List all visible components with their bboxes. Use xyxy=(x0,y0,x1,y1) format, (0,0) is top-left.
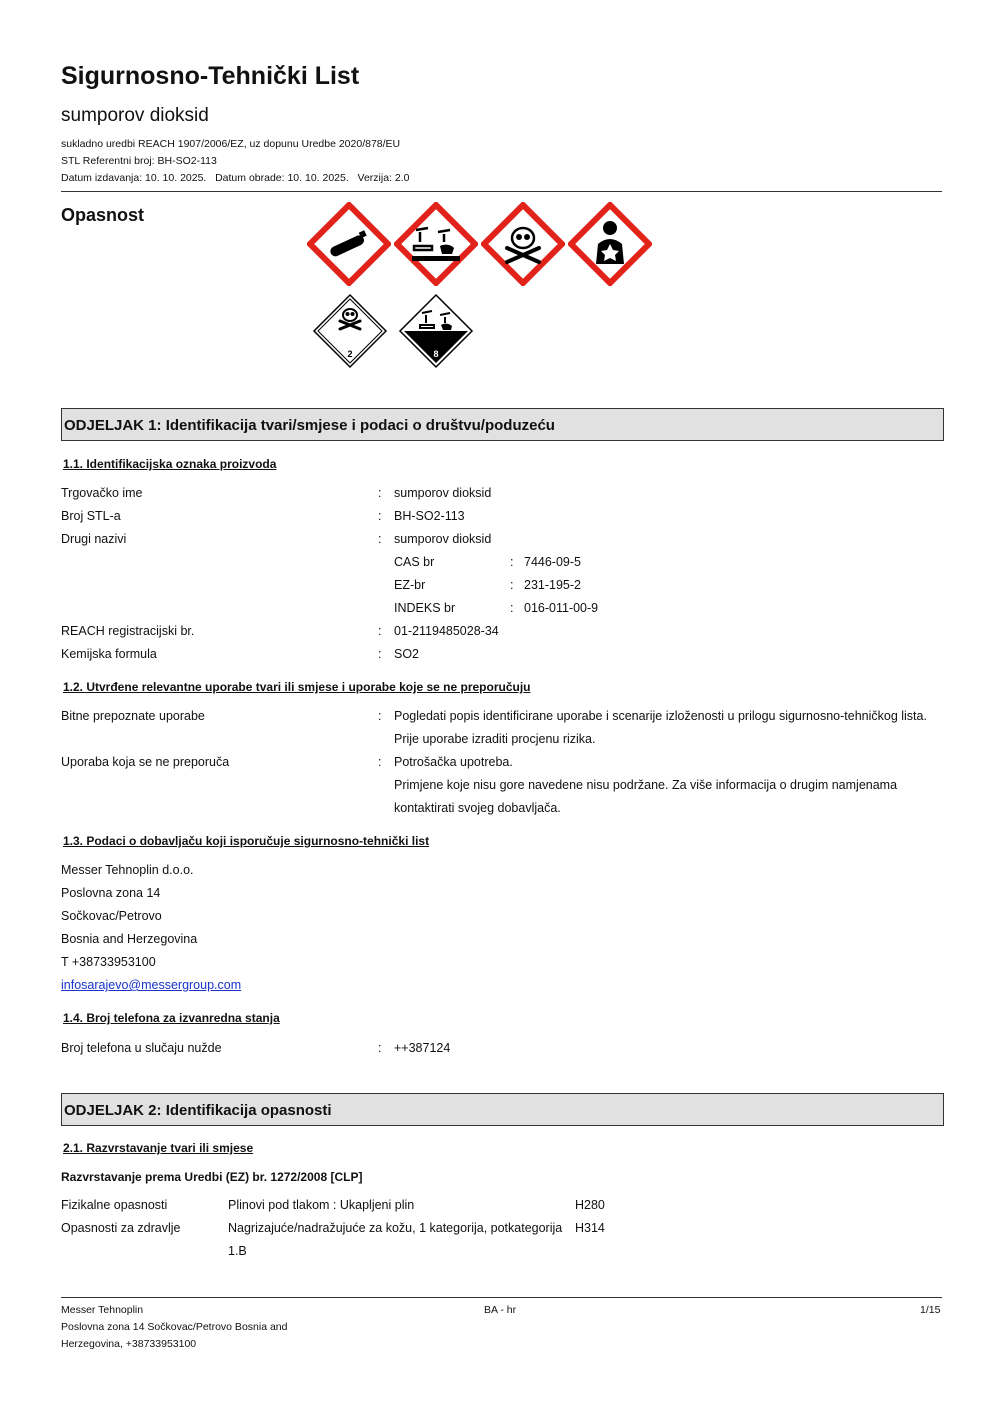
section-2-header: ODJELJAK 2: Identifikacija opasnosti xyxy=(61,1093,944,1126)
reference-number: STL Referentni broj: BH-SO2-113 xyxy=(61,155,217,167)
transport-class-2: 2 xyxy=(347,349,353,359)
identified-uses-label: Bitne prepoznate uporabe xyxy=(61,709,205,723)
ec-label: EZ-br xyxy=(394,578,426,592)
supplier-street: Poslovna zona 14 xyxy=(61,886,161,900)
formula-value: SO2 xyxy=(394,647,420,661)
colon: : xyxy=(378,532,382,546)
index-value: 016-011-00-9 xyxy=(524,601,599,615)
footer-company: Messer Tehnoplin xyxy=(61,1304,144,1316)
colon: : xyxy=(378,1041,382,1055)
colon: : xyxy=(378,755,382,769)
other-names-value: sumporov dioksid xyxy=(394,532,492,546)
transport-corrosive-icon xyxy=(398,293,474,369)
subsection-1-3-heading: 1.3. Podaci o dobavljaču koji isporučuje sigurnosno-tehnički list xyxy=(63,834,430,848)
corrosion-icon xyxy=(394,202,478,286)
colon: : xyxy=(510,555,514,569)
colon: : xyxy=(510,578,514,592)
supplier-company: Messer Tehnoplin d.o.o. xyxy=(61,863,194,877)
physical-hazards-label: Fizikalne opasnosti xyxy=(61,1198,168,1212)
colon: : xyxy=(378,509,382,523)
section-1-header: ODJELJAK 1: Identifikacija tvari/smjese i podaci o društvu/poduzeću xyxy=(61,408,944,441)
gas-cylinder-icon xyxy=(307,202,391,286)
emergency-phone-value: ++387124 xyxy=(394,1041,451,1055)
transport-class-8: 8 xyxy=(433,349,439,359)
document-dates: Datum izdavanja: 10. 10. 2025. Datum obrade: 10. 10. 2025. Verzija: 2.0 xyxy=(61,172,410,184)
uses-advised-against-line-2: Primjene koje nisu gore navedene nisu podržane. Za više informacija o drugim namjenama xyxy=(394,778,898,792)
document-title: Sigurnosno-Tehnički List xyxy=(61,62,360,90)
header-divider xyxy=(61,191,942,192)
emergency-phone-label: Broj telefona u slučaju nužde xyxy=(61,1041,222,1055)
transport-toxic-gas-icon xyxy=(312,293,388,369)
product-name: sumporov dioksid xyxy=(61,105,209,126)
supplier-city: Sočkovac/Petrovo xyxy=(61,909,162,923)
health-hazards-text-cont: 1.B xyxy=(228,1244,247,1258)
skull-crossbones-icon xyxy=(481,202,565,286)
sds-number-label: Broj STL-a xyxy=(61,509,121,523)
subsection-1-4-heading: 1.4. Broj telefona za izvanredna stanja xyxy=(63,1011,280,1025)
uses-advised-against-line-1: Potrošačka upotreba. xyxy=(394,755,513,769)
other-names-label: Drugi nazivi xyxy=(61,532,127,546)
physical-hazards-text: Plinovi pod tlakom : Ukapljeni plin xyxy=(228,1198,415,1212)
health-hazard-icon xyxy=(568,202,652,286)
supplier-phone: T +38733953100 xyxy=(61,955,156,969)
footer-address-2: Herzegovina, +38733953100 xyxy=(61,1338,197,1350)
identified-uses-line-1: Pogledati popis identificirane uporabe i scenarije izloženosti u prilogu sigurnosno-tehničkog lista. xyxy=(394,709,927,723)
subsection-1-2-heading: 1.2. Utvrđene relevantne uporabe tvari ili smjese i uporabe koje se ne preporučuju xyxy=(63,680,531,694)
formula-label: Kemijska formula xyxy=(61,647,157,661)
index-label: INDEKS br xyxy=(394,601,456,615)
supplier-email-link[interactable]: infosarajevo@messergroup.com xyxy=(61,978,242,992)
ec-value: 231-195-2 xyxy=(524,578,581,592)
trade-name-label: Trgovačko ime xyxy=(61,486,143,500)
trade-name-value: sumporov dioksid xyxy=(394,486,492,500)
physical-hazards-code: H280 xyxy=(575,1198,605,1212)
signal-word: Opasnost xyxy=(61,205,145,225)
colon: : xyxy=(510,601,514,615)
clp-classification-heading: Razvrstavanje prema Uredbi (EZ) br. 1272/2008 [CLP] xyxy=(61,1170,363,1184)
colon: : xyxy=(378,709,382,723)
health-hazards-label: Opasnosti za zdravlje xyxy=(61,1221,181,1235)
subsection-1-1-heading: 1.1. Identifikacijska oznaka proizvoda xyxy=(63,457,277,471)
regulation-text: sukladno uredbi REACH 1907/2006/EZ, uz dopunu Uredbe 2020/878/EU xyxy=(61,138,401,150)
footer-divider xyxy=(61,1297,942,1298)
supplier-country: Bosnia and Herzegovina xyxy=(61,932,198,946)
cas-label: CAS br xyxy=(394,555,435,569)
colon: : xyxy=(378,647,382,661)
subsection-2-1-heading: 2.1. Razvrstavanje tvari ili smjese xyxy=(63,1141,254,1155)
cas-value: 7446-09-5 xyxy=(524,555,581,569)
health-hazards-text: Nagrizajuće/nadražujuće za kožu, 1 kategorija, potkategorija xyxy=(228,1221,563,1235)
footer-page-number: 1/15 xyxy=(920,1304,941,1316)
uses-advised-against-label: Uporaba koja se ne preporuča xyxy=(61,755,230,769)
reach-value: 01-2119485028-34 xyxy=(394,624,499,638)
sds-number-value: BH-SO2-113 xyxy=(394,509,465,523)
health-hazards-code: H314 xyxy=(575,1221,605,1235)
identified-uses-line-2: Prije uporabe izraditi procjenu rizika. xyxy=(394,732,596,746)
reach-label: REACH registracijski br. xyxy=(61,624,195,638)
footer-address-1: Poslovna zona 14 Sočkovac/Petrovo Bosnia and xyxy=(61,1321,288,1333)
colon: : xyxy=(378,486,382,500)
uses-advised-against-line-3: kontaktirati svojeg dobavljača. xyxy=(394,801,561,815)
footer-language: BA - hr xyxy=(484,1304,517,1316)
colon: : xyxy=(378,624,382,638)
